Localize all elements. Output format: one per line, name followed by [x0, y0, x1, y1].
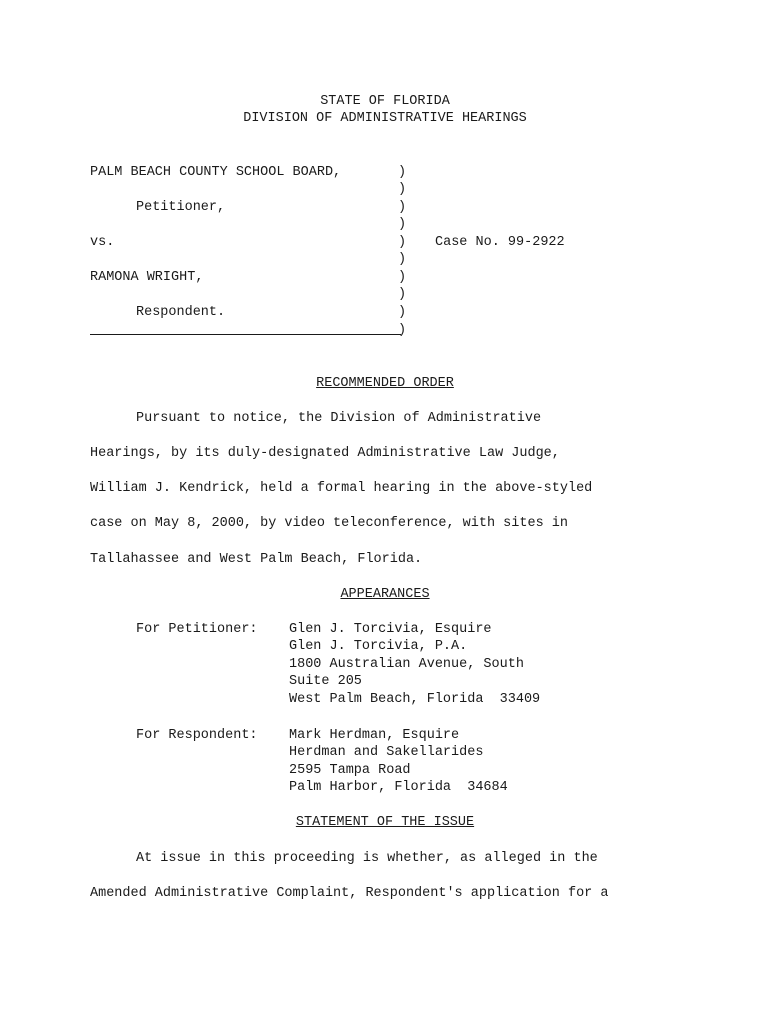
petitioner-counsel-line: 1800 Australian Avenue, South	[289, 657, 524, 672]
caption-paren: )	[398, 287, 407, 302]
order-title: RECOMMENDED ORDER	[316, 376, 454, 391]
respondent-counsel-label: For Respondent:	[136, 728, 258, 743]
respondent-role: Respondent.	[136, 305, 226, 320]
petitioner-name: PALM BEACH COUNTY SCHOOL BOARD,	[90, 165, 342, 180]
petitioner-counsel-line: West Palm Beach, Florida 33409	[289, 692, 541, 707]
caption-paren: )	[398, 165, 407, 180]
issue-line: At issue in this proceeding is whether, as alleged in the	[136, 851, 598, 866]
intro-line: Hearings, by its duly-designated Administrative Law Judge,	[90, 446, 560, 461]
issue-line: Amended Administrative Complaint, Respondent's application for a	[90, 886, 609, 901]
issue-heading: STATEMENT OF THE ISSUE	[295, 815, 475, 830]
versus: vs.	[90, 235, 115, 250]
caption-paren: )	[398, 270, 407, 285]
caption-paren: )	[398, 252, 407, 267]
petitioner-counsel-label: For Petitioner:	[136, 622, 258, 637]
intro-line: William J. Kendrick, held a formal hearing in the above-styled	[90, 481, 593, 496]
petitioner-counsel-line: Glen J. Torcivia, P.A.	[289, 639, 468, 654]
intro-line: Tallahassee and West Palm Beach, Florida.	[90, 552, 423, 567]
appearances-heading: APPEARANCES	[340, 587, 430, 602]
caption-paren: )	[398, 235, 407, 250]
header-state: STATE OF FLORIDA	[320, 94, 450, 109]
caption-paren: )	[398, 217, 407, 232]
respondent-counsel-line: Palm Harbor, Florida 34684	[289, 780, 508, 795]
respondent-counsel-line: Herdman and Sakellarides	[289, 745, 484, 760]
respondent-counsel-line: Mark Herdman, Esquire	[289, 728, 460, 743]
caption-paren: )	[398, 182, 407, 197]
petitioner-counsel-line: Suite 205	[289, 674, 362, 689]
intro-line: Pursuant to notice, the Division of Administrative	[136, 411, 542, 426]
caption-paren: )	[398, 200, 407, 215]
caption-underline	[90, 334, 401, 335]
respondent-counsel-line: 2595 Tampa Road	[289, 763, 411, 778]
intro-line: case on May 8, 2000, by video teleconference, with sites in	[90, 516, 568, 531]
caption-paren: )	[398, 323, 407, 338]
petitioner-counsel-line: Glen J. Torcivia, Esquire	[289, 622, 492, 637]
petitioner-role: Petitioner,	[136, 200, 226, 215]
header-division: DIVISION OF ADMINISTRATIVE HEARINGS	[243, 111, 527, 126]
respondent-name: RAMONA WRIGHT,	[90, 270, 204, 285]
case-number: Case No. 99-2922	[435, 235, 565, 250]
caption-paren: )	[398, 305, 407, 320]
